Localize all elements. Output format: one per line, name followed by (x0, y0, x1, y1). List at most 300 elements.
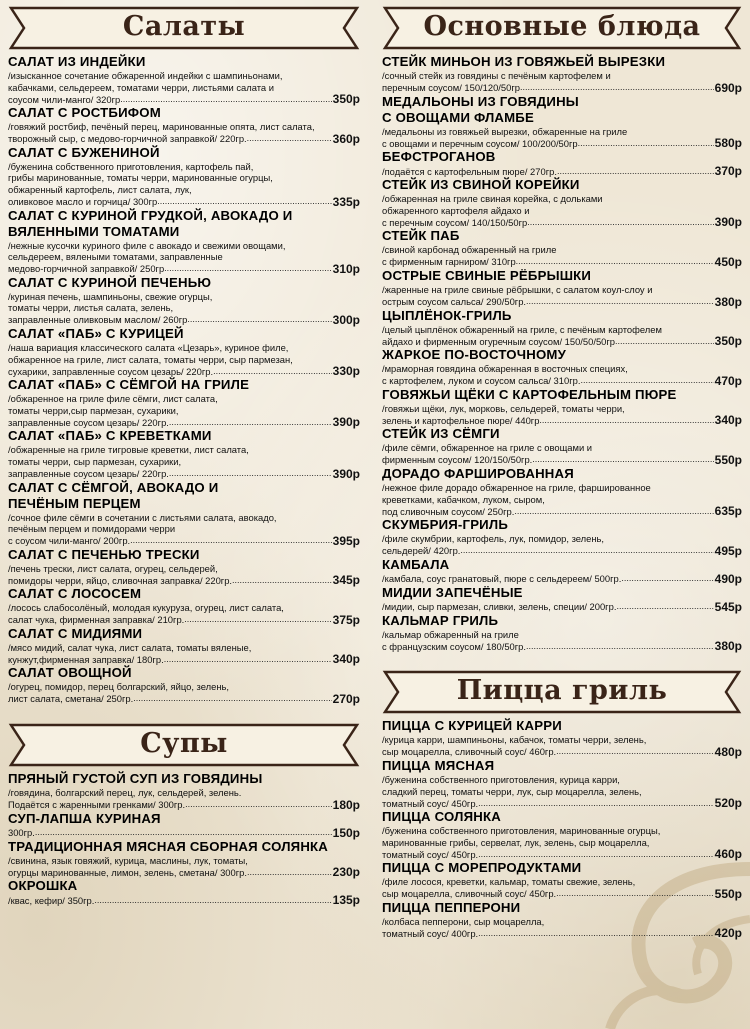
item-name: САЛАТ С ЛОСОСЕМ (8, 586, 142, 602)
description-line: заправленные оливковым маслом/ 260гр (8, 314, 188, 326)
item-name: СТЕЙК МИНЬОН ИЗ ГОВЯЖЬЕЙ ВЫРЕЗКИ (382, 54, 666, 69)
dot-leader (157, 196, 331, 208)
description-last-line (382, 927, 742, 939)
item-description (382, 165, 742, 177)
description-last-line (382, 216, 742, 228)
description-line: сельдереем, вялеными томатами, заправленные (8, 251, 223, 263)
item-price: 480р (714, 744, 742, 759)
item-name: ПИЦЦА С КУРИЦЕЙ КАРРИ (382, 718, 562, 734)
dot-leader (247, 867, 332, 879)
item-name: КАМБАЛА (382, 556, 450, 572)
item-name: СТЕЙК ПАБ (382, 228, 460, 244)
description-line: /камбала, соус гранатовый, пюре с сельдереем/ 500гр. (382, 573, 622, 585)
description-last-line (8, 196, 360, 208)
description-line: заправленные соусом цезарь/ 220гр. (8, 467, 169, 479)
description-line: /говяжий ростбиф, печёный перец, маринованные опята, лист салата, (8, 121, 315, 133)
description-last-line (382, 640, 742, 652)
dot-leader (187, 314, 331, 326)
dot-leader (615, 336, 714, 348)
section-title: Супы (140, 728, 228, 760)
description-line: сухарики, заправленные соусом цезарь/ 220гр. (8, 365, 214, 377)
description-last-line (8, 574, 360, 586)
right-column (382, 0, 742, 939)
description-line: /огурец, помидор, перец болгарский, яйцо, зелень, (8, 681, 230, 693)
menu-item (382, 517, 742, 557)
item-description (8, 855, 360, 879)
description-last-line (382, 746, 742, 758)
description-last-line (8, 314, 360, 326)
description-last-line (382, 256, 742, 268)
dot-leader (133, 693, 331, 705)
description-line: /буженина собственного приготовления, маринованные огурцы, (382, 825, 661, 837)
description-line: /мясо мидий, салат чука, лист салата, томаты вяленые, (8, 641, 252, 653)
item-description (382, 244, 742, 268)
item-price: 300р (332, 312, 360, 327)
item-name: ПИЦЦА ПЕППЕРОНИ (382, 899, 521, 915)
item-description (8, 512, 360, 547)
item-price: 310р (332, 261, 360, 276)
item-price: 380р (714, 639, 742, 654)
item-name: САЛАТ С КУРИНОЙ ПЕЧЕНЬЮ (8, 274, 212, 290)
item-name: СУП-ЛАПША КУРИНАЯ (8, 810, 161, 826)
dot-leader (213, 366, 332, 378)
menu-item (8, 428, 360, 479)
item-name: САЛАТ С МИДИЯМИ (8, 625, 143, 641)
description-line: /подаётся с картофельным пюре/ 270гр. (382, 165, 557, 177)
item-price: 345р (332, 573, 360, 588)
menu-item (382, 557, 742, 585)
dot-leader (532, 454, 713, 466)
item-description (8, 342, 360, 377)
menu-item (382, 387, 742, 427)
description-line: с овощами и перечным соусом/ 100/200/50гр (382, 137, 578, 149)
description-line: /нежное филе дорадо обжаренное на гриле, фаршированное (382, 481, 651, 493)
description-last-line (382, 414, 742, 426)
menu-item (382, 228, 742, 268)
item-name: ПИЦЦА СОЛЯНКА (382, 809, 501, 825)
item-price: 495р (714, 543, 742, 558)
description-line: /жаренные на гриле свиные рёбрышки, с салатом коул-слоу и (382, 283, 653, 295)
description-last-line (8, 263, 360, 275)
dot-leader (527, 217, 713, 229)
item-description (8, 827, 360, 839)
left-column (8, 0, 360, 906)
item-description (382, 284, 742, 308)
description-line: томаты черри, листья салата, зелень, (8, 302, 174, 314)
menu-item (382, 809, 742, 860)
description-last-line (382, 165, 742, 177)
dot-leader (478, 798, 713, 810)
menu-item (8, 878, 360, 906)
item-name: ГОВЯЖЬИ ЩЁКИ С КАРТОФЕЛЬНЫМ ПЮРЕ (382, 386, 677, 402)
section-salads (8, 6, 360, 705)
description-last-line (382, 888, 742, 900)
item-name: САЛАТ ИЗ ИНДЕЙКИ (8, 54, 146, 69)
item-price: 470р (714, 373, 742, 388)
item-name: С ОВОЩАМИ ФЛАМБЕ (382, 109, 534, 125)
dot-leader (169, 468, 332, 480)
description-line: оливковое масло и горчица/ 300гр (8, 195, 158, 207)
dot-leader (514, 506, 713, 518)
item-description (382, 70, 742, 94)
description-line: /филе лосося, креветки, кальмар, томаты свежие, зелень, (382, 876, 636, 888)
description-line: /кальмар обжаренный на гриле (382, 628, 519, 640)
item-name: ЦЫПЛЁНОК-ГРИЛЬ (382, 307, 512, 323)
description-line: с картофелем, луком и соусом сальса/ 310гр. (382, 375, 581, 387)
item-price: 340р (714, 413, 742, 428)
item-description (8, 121, 360, 145)
menu-item (8, 377, 360, 428)
description-line: с перечным соусом/ 140/150/50гр (382, 216, 528, 228)
description-last-line (8, 799, 360, 811)
section-banner (382, 670, 742, 714)
dot-leader (526, 296, 714, 308)
description-line: /буженина собственного приготовления, курица карри, (382, 773, 620, 785)
description-last-line (8, 133, 360, 145)
description-line: /квас, кефир/ 350гр. (8, 894, 95, 906)
item-description (8, 393, 360, 428)
menu-item (382, 718, 742, 758)
item-name: ДОРАДО ФАРШИРОВАННАЯ (382, 465, 574, 481)
description-last-line (8, 894, 360, 906)
item-name: САЛАТ «ПАБ» С КУРИЦЕЙ (8, 325, 184, 341)
description-last-line (8, 614, 360, 626)
dot-leader (526, 641, 714, 653)
description-last-line (382, 454, 742, 466)
description-last-line (382, 797, 742, 809)
item-price: 335р (332, 194, 360, 209)
item-price: 270р (332, 692, 360, 707)
menu-item (8, 586, 360, 626)
item-name: САЛАТ ОВОЩНОЙ (8, 665, 132, 681)
description-line: обжаренный картофель, лист салата, лук, (8, 183, 192, 195)
description-line: кунжут,фирменная заправка/ 180гр. (8, 653, 164, 665)
description-line: маринованные грибы, сервелат, лук, зелень, сыр моцарелла, (382, 836, 650, 848)
menu-items (8, 771, 360, 906)
description-line: зелень и картофельное пюре/ 440гр (382, 414, 540, 426)
description-last-line (382, 375, 742, 387)
item-description (382, 916, 742, 940)
menu-items (382, 54, 742, 652)
description-line: томатный соус/ 400гр. (382, 927, 479, 939)
menu-item (8, 275, 360, 326)
dot-leader (460, 545, 713, 557)
item-name: СТЕЙК ИЗ СВИНОЙ КОРЕЙКИ (382, 177, 580, 193)
item-description (8, 642, 360, 666)
item-name: ПЕЧЁНЫМ ПЕРЦЕМ (8, 495, 141, 511)
item-description (8, 161, 360, 208)
item-description (382, 193, 742, 228)
item-price: 390р (332, 415, 360, 430)
dot-leader (120, 94, 331, 106)
section-title: Пицца гриль (456, 675, 668, 707)
item-name: ТРАДИЦИОННАЯ МЯСНАЯ СБОРНАЯ СОЛЯНКА (8, 838, 329, 854)
description-line: сыр моцарелла, сливочный соус/ 450гр. (382, 888, 557, 900)
item-price: 635р (714, 504, 742, 519)
menu-item (382, 308, 742, 348)
menu-item (382, 860, 742, 900)
item-description (8, 681, 360, 705)
description-last-line (382, 848, 742, 860)
dot-leader (556, 746, 713, 758)
description-last-line (382, 137, 742, 149)
dot-leader (621, 573, 713, 585)
description-last-line (8, 93, 360, 105)
item-price: 150р (332, 825, 360, 840)
menu-item (8, 665, 360, 705)
menu-items (382, 718, 742, 939)
item-name: МЕДАЛЬОНЫ ИЗ ГОВЯДИНЫ (382, 93, 579, 109)
item-name: БЕФСТРОГАНОВ (382, 149, 496, 165)
dot-leader (232, 575, 332, 587)
menu-item (382, 613, 742, 653)
description-line: печёным перцем и помидорами черри (8, 523, 176, 535)
item-description (382, 363, 742, 387)
menu-item (8, 480, 360, 547)
menu-item (8, 839, 360, 879)
description-last-line (8, 365, 360, 377)
description-last-line (8, 468, 360, 480)
menu-item (382, 758, 742, 809)
item-name: САЛАТ С РОСТБИФОМ (8, 105, 161, 121)
menu-item (8, 811, 360, 839)
description-line: сыр моцарелла, сливочный соус/ 460гр. (382, 746, 557, 758)
description-line: /наша вариация классического салата «Цезарь», куриное филе, (8, 341, 289, 353)
item-description (8, 894, 360, 906)
item-description (382, 573, 742, 585)
item-price: 450р (714, 254, 742, 269)
item-price: 580р (714, 136, 742, 151)
description-last-line (8, 866, 360, 878)
menu-item (382, 900, 742, 940)
menu-item (8, 105, 360, 145)
item-price: 340р (332, 652, 360, 667)
item-name: ПИЦЦА МЯСНАЯ (382, 757, 495, 773)
menu-item (382, 149, 742, 177)
item-name: ОКРОШКА (8, 878, 78, 894)
description-line: креветками, кабачком, луком, сыром, (382, 493, 545, 505)
menu-item (382, 94, 742, 150)
description-last-line (8, 693, 360, 705)
description-line: /колбаса пепперони, сыр моцарелла, (382, 915, 545, 927)
description-line: острым соусом сальса/ 290/50гр. (382, 295, 527, 307)
dot-leader (520, 82, 714, 94)
description-line: /говядина, болгарский перец, лук, сельдерей, зелень. (8, 787, 242, 799)
description-last-line (8, 535, 360, 547)
description-line: /курица карри, шампиньоны, кабачок, томаты черри, зелень, (382, 734, 647, 746)
item-price: 395р (332, 533, 360, 548)
item-description (382, 442, 742, 466)
description-line: медово-горчичной заправкой/ 250гр (8, 263, 165, 275)
description-line: /обжаренные на гриле тигровые креветки, лист салата, (8, 444, 249, 456)
section-title: Салаты (122, 11, 246, 42)
item-price: 545р (714, 599, 742, 614)
item-name: СКУМБРИЯ-ГРИЛЬ (382, 517, 508, 533)
item-name: ПИЦЦА С МОРЕПРОДУКТАМИ (382, 860, 582, 876)
description-line: с фирменным гарниром/ 310гр (382, 256, 516, 268)
item-description (382, 324, 742, 348)
item-description (382, 876, 742, 900)
section-banner (8, 723, 360, 767)
description-line: /мидии, сыр пармезан, сливки, зелень, специи/ 200гр. (382, 601, 617, 613)
item-price: 380р (714, 294, 742, 309)
item-name: КАЛЬМАР ГРИЛЬ (382, 612, 499, 628)
description-line: /изысканное сочетание обжаренной индейки с шампиньонами, (8, 70, 283, 81)
dot-leader (580, 375, 713, 387)
item-price: 350р (714, 334, 742, 349)
description-line: грибы маринованные, томаты черри, маринованные огурцы, (8, 172, 273, 184)
description-line: соусом чили-манго/ 320гр (8, 93, 121, 105)
item-description (382, 126, 742, 150)
dot-leader (169, 417, 332, 429)
item-name: САЛАТ С КУРИНОЙ ГРУДКОЙ, АВОКАДО И (8, 207, 293, 223)
description-last-line (8, 827, 360, 839)
item-price: 370р (714, 164, 742, 179)
item-name: ПРЯНЫЙ ГУСТОЙ СУП ИЗ ГОВЯДИНЫ (8, 771, 263, 787)
item-description (382, 533, 742, 557)
description-line: /свиной карбонад обжаренный на гриле (382, 244, 557, 256)
description-line: фирменным соусом/ 120/150/50гр. (382, 454, 533, 466)
description-line: Подаётся с жаренными гренками/ 300гр. (8, 799, 186, 811)
item-name: САЛАТ С ПЕЧЕНЬЮ ТРЕСКИ (8, 546, 200, 562)
description-line: сельдерей/ 420гр. (382, 545, 461, 557)
dot-leader (94, 895, 331, 907)
description-line: /нежные кусочки куриного филе с авокадо и свежими овощами, (8, 239, 286, 251)
item-description (382, 774, 742, 809)
item-price: 390р (714, 215, 742, 230)
dot-leader (478, 928, 713, 940)
description-line: /лосось слабосолёный, молодая кукуруза, огурец, лист салата, (8, 602, 284, 614)
description-line: с французским соусом/ 180/50гр. (382, 640, 526, 652)
item-description (382, 825, 742, 860)
item-description (8, 291, 360, 326)
item-description (8, 602, 360, 626)
item-description (8, 240, 360, 275)
item-description (8, 563, 360, 587)
description-line: салат чука, фирменная заправка/ 210гр. (8, 614, 185, 626)
item-name: САЛАТ «ПАБ» С СЁМГОЙ НА ГРИЛЕ (8, 377, 250, 393)
description-last-line (382, 296, 742, 308)
description-line: 300гр. (8, 827, 35, 839)
item-description (382, 403, 742, 427)
dot-leader (478, 849, 713, 861)
item-description (8, 444, 360, 479)
description-line: кабачками, сельдереем, томатами черри, листьями салата и (8, 81, 274, 93)
item-price: 360р (332, 131, 360, 146)
dot-leader (557, 166, 714, 178)
dot-leader (247, 133, 332, 145)
description-line: айдахо и фирменным огуречным соусом/ 150/50/50гр (382, 335, 616, 347)
item-price: 460р (714, 847, 742, 862)
menu-item (8, 145, 360, 208)
item-description (382, 629, 742, 653)
item-description (382, 482, 742, 517)
dot-leader (184, 614, 331, 626)
section-title: Основные блюда (423, 11, 701, 42)
item-price: 330р (332, 364, 360, 379)
item-name: САЛАТ «ПАБ» С КРЕВЕТКАМИ (8, 428, 212, 444)
description-last-line (382, 505, 742, 517)
dot-leader (556, 888, 713, 900)
description-line: творожный сыр, с медово-горчичной заправкой/ 220гр. (8, 133, 247, 145)
item-price: 690р (714, 80, 742, 95)
menu-item (382, 466, 742, 517)
menu-item (382, 585, 742, 613)
description-line: обжаренного картофеля айдахо и (382, 204, 530, 216)
item-description (382, 601, 742, 613)
dot-leader (539, 415, 713, 427)
description-line: с соусом чили-манго/ 200гр. (8, 535, 131, 547)
item-price: 375р (332, 612, 360, 627)
dot-leader (164, 654, 332, 666)
menu-item (382, 268, 742, 308)
menu-item (8, 208, 360, 275)
dot-leader (185, 799, 332, 811)
description-line: /обжаренная на гриле свиная корейка, с дольками (382, 193, 603, 205)
menu-item (8, 626, 360, 666)
dot-leader (164, 263, 331, 275)
menu-item (8, 326, 360, 377)
item-name: ЖАРКОЕ ПО-ВОСТОЧНОМУ (382, 347, 567, 363)
description-last-line (382, 573, 742, 585)
item-price: 420р (714, 926, 742, 941)
description-line: томатный соус/ 450гр. (382, 848, 479, 860)
section-banner (382, 6, 742, 50)
item-name: ВЯЛЕННЫМИ ТОМАТАМИ (8, 223, 180, 239)
description-line: сладкий перец, томаты черри, лук, сыр моцарелла, зелень, (382, 785, 642, 797)
dot-leader (516, 256, 714, 268)
description-line: огурцы маринованные, лимон, зелень, сметана/ 300гр. (8, 866, 247, 878)
description-line: /свинина, язык говяжий, курица, маслины, лук, томаты, (8, 854, 248, 866)
menu-item (382, 54, 742, 94)
dot-leader (578, 138, 714, 150)
description-line: под сливочным соусом/ 250гр. (382, 505, 515, 517)
description-line: перечным соусом/ 150/120/50гр (382, 82, 520, 93)
section-pizza (382, 670, 742, 939)
menu-item (382, 177, 742, 228)
item-price: 520р (714, 796, 742, 811)
dot-leader (130, 535, 332, 547)
description-last-line (382, 545, 742, 557)
item-price: 135р (332, 893, 360, 908)
description-line: томаты черри,сыр пармезан, сухарики, (8, 404, 179, 416)
description-last-line (382, 601, 742, 613)
item-description (382, 734, 742, 758)
description-last-line (8, 653, 360, 665)
item-description (8, 70, 360, 105)
description-line: /медальоны из говяжьей вырезки, обжаренные на гриле (382, 125, 628, 137)
item-price: 550р (714, 886, 742, 901)
item-name: САЛАТ С БУЖЕНИНОЙ (8, 144, 160, 160)
menu-item (382, 347, 742, 387)
description-line: /мраморная говядина обжаренная в восточных специях, (382, 363, 628, 375)
dot-leader (35, 827, 332, 839)
description-line: /целый цыплёнок обжаренный на гриле, с печёным картофелем (382, 323, 662, 335)
description-line: заправленные соусом цезарь/ 220гр. (8, 416, 169, 428)
description-line: /сочный стейк из говядины с печёным картофелем и (382, 70, 611, 81)
description-line: /печень трески, лист салата, огурец, сельдерей, (8, 562, 218, 574)
section-mains (382, 6, 742, 652)
description-line: /сочное филе сёмги в сочетании с листьями салата, авокадо, (8, 511, 277, 523)
description-line: /филе скумбрии, картофель, лук, помидор, зелень, (382, 533, 605, 545)
description-last-line (382, 335, 742, 347)
description-last-line (8, 416, 360, 428)
item-price: 180р (332, 797, 360, 812)
menu-item (8, 771, 360, 811)
item-name: МИДИИ ЗАПЕЧЁНЫЕ (382, 584, 523, 600)
dot-leader (616, 601, 713, 613)
description-line: помидоры черри, яйцо, сливочная заправка/ 220гр. (8, 574, 233, 586)
